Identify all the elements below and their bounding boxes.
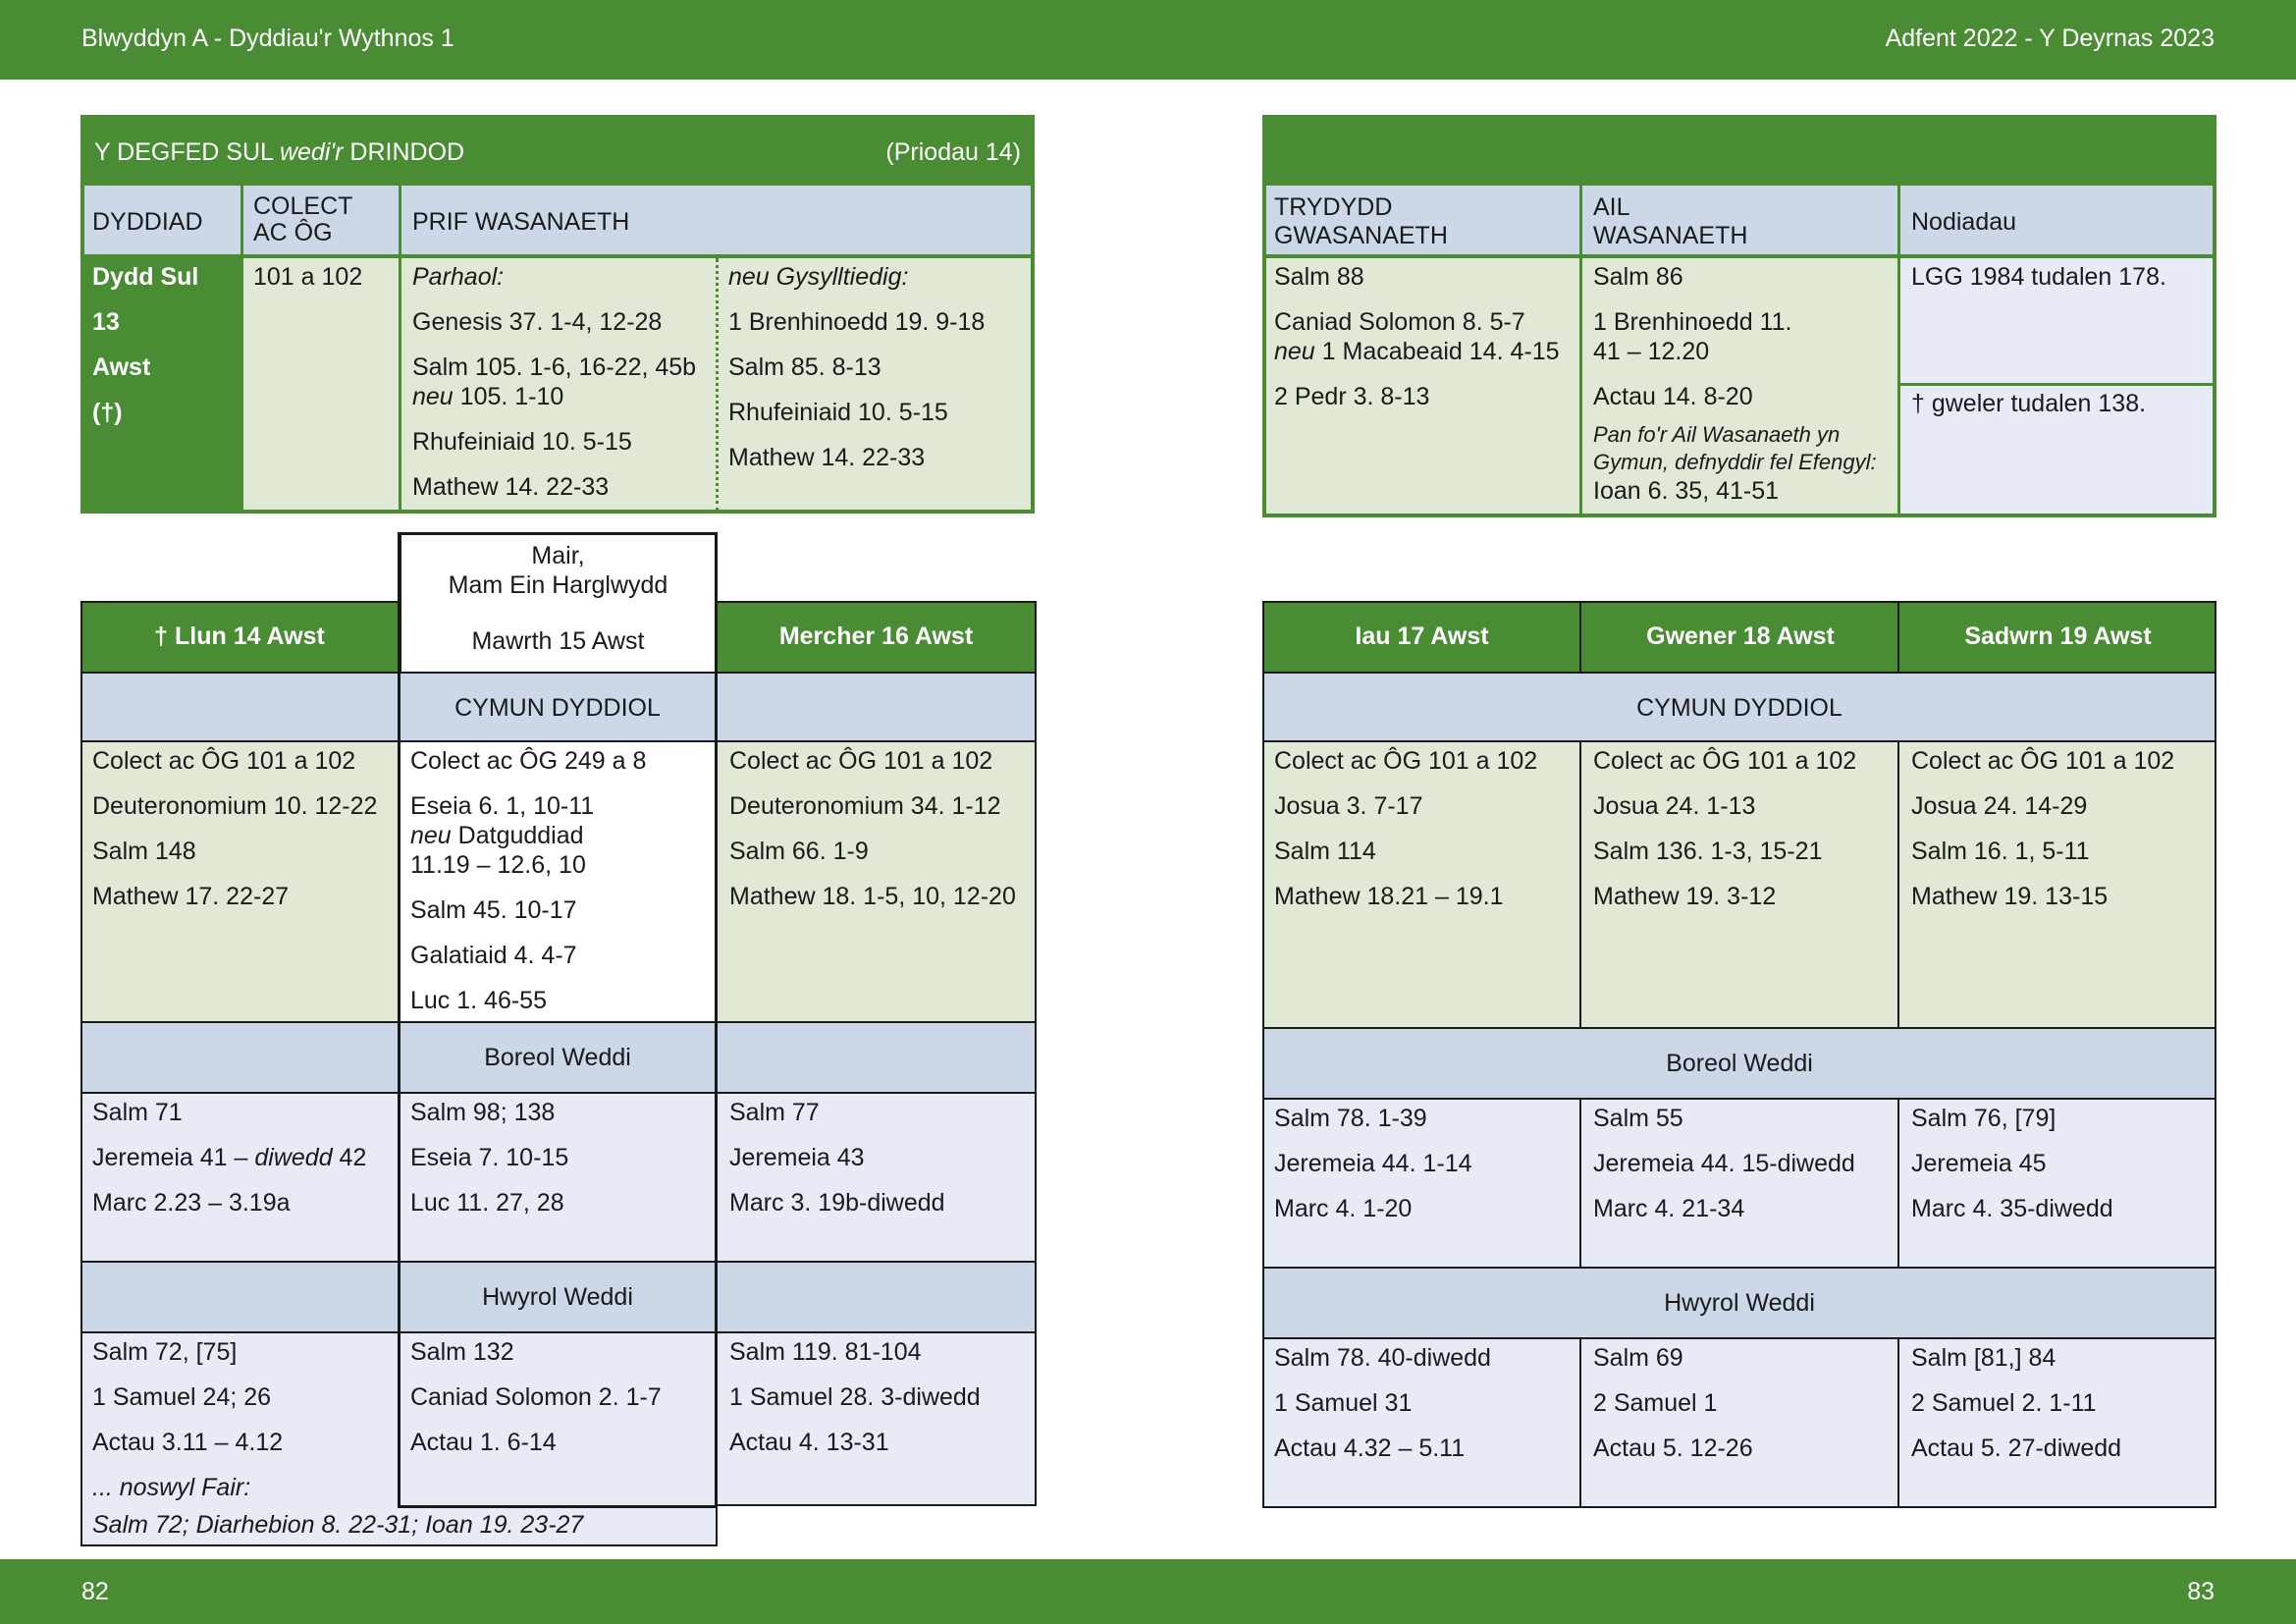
reading: Salm 114	[1274, 838, 1376, 865]
day-saturday: Sadwrn 19 Awst	[1899, 601, 2216, 672]
reading: 1 Samuel 24; 26	[92, 1383, 272, 1411]
reading: Jeremeia 41 –	[92, 1144, 255, 1171]
reading: Salm 132	[410, 1338, 514, 1366]
divider	[1899, 383, 2216, 386]
divider	[1897, 1337, 1899, 1508]
reading: Actau 14. 8-20	[1593, 383, 1753, 410]
reading: Salm 71	[92, 1099, 183, 1126]
divider	[1035, 601, 1037, 1506]
reading: Jeremeia 45	[1911, 1150, 2047, 1177]
reading: Salm 148	[92, 838, 196, 865]
reading: Salm 78. 1-39	[1274, 1105, 1427, 1132]
reading: Luc 1. 46-55	[410, 987, 547, 1014]
reading: Colect ac ÔG 249 a 8	[410, 747, 647, 775]
day-monday: † Llun 14 Awst	[80, 601, 399, 672]
reading: Luc 11. 27, 28	[410, 1189, 564, 1217]
divider	[399, 186, 401, 514]
reading: Marc 3. 19b-diwedd	[729, 1189, 945, 1217]
divider	[1262, 1337, 2216, 1339]
reading: Jeremeia 44. 15-diwedd	[1593, 1150, 1855, 1177]
feast-name: Mam Ein Harglwydd	[448, 571, 668, 599]
reading: 105. 1-10	[453, 383, 564, 410]
collect-number: 101 a 102	[253, 263, 363, 291]
divider	[80, 601, 399, 603]
reading: Salm 76, [79]	[1911, 1105, 2056, 1132]
section-communion: CYMUN DYDDIOL	[80, 672, 1035, 740]
reading: Genesis 37. 1-4, 12-28	[412, 308, 663, 336]
reading: Salm 119. 81-104	[729, 1338, 922, 1366]
reading: Josua 3. 7-17	[1274, 792, 1423, 820]
reading: Colect ac ÔG 101 a 102	[1911, 747, 2175, 775]
col-header-date: DYDDIAD	[80, 186, 241, 256]
reading: Datguddiad	[451, 822, 584, 849]
col-header-main: PRIF WASANAETH	[400, 186, 1035, 256]
day-thursday: Iau 17 Awst	[1262, 601, 1581, 672]
reading: 1 Brenhinoedd 11.	[1593, 308, 1792, 336]
divider	[1897, 740, 1899, 1027]
reading: Mathew 14. 22-33	[728, 444, 926, 471]
reading: Salm 55	[1593, 1105, 1683, 1132]
reading: Colect ac ÔG 101 a 102	[729, 747, 993, 775]
reading: Salm 88	[1274, 263, 1364, 291]
reading: Actau 4. 13-31	[729, 1429, 889, 1456]
sunday-right-border	[1262, 115, 2216, 517]
reading: Josua 24. 14-29	[1911, 792, 2088, 820]
second-service-note: Gymun, defnyddir fel Efengyl:	[1593, 450, 1877, 474]
feast-day-border	[398, 532, 718, 1508]
reading: 1 Macabeaid 14. 4-15	[1314, 338, 1560, 365]
reading: Deuteronomium 10. 12-22	[92, 792, 378, 820]
reading: Salm 86	[1593, 263, 1683, 291]
reading: 1 Samuel 31	[1274, 1389, 1413, 1417]
reading: Deuteronomium 34. 1-12	[729, 792, 1001, 820]
sunday-note: (Priodau 14)	[885, 138, 1021, 166]
reading: Salm 16. 1, 5-11	[1911, 838, 2090, 865]
reading-italic: diwedd	[254, 1144, 333, 1171]
weekday-right-border	[1262, 601, 2216, 1508]
reading: Salm 72, [75]	[92, 1338, 238, 1366]
reading: Jeremeia 44. 1-14	[1274, 1150, 1472, 1177]
neu-word: neu	[1274, 338, 1315, 365]
divider	[1579, 740, 1581, 1027]
reading: Eseia 6. 1, 10-11	[410, 792, 595, 820]
reading: Salm [81,] 84	[1911, 1344, 2056, 1372]
divider	[1897, 1098, 1899, 1267]
reading: 1 Samuel 28. 3-diwedd	[729, 1383, 981, 1411]
reading: Rhufeiniaid 10. 5-15	[728, 399, 948, 426]
reading: 41 – 12.20	[1593, 338, 1710, 365]
eve-label: ... noswyl Fair:	[92, 1474, 251, 1501]
reading: Galatiaid 4. 4-7	[410, 942, 577, 969]
reading: Salm 66. 1-9	[729, 838, 869, 865]
reading: Rhufeiniaid 10. 5-15	[412, 428, 632, 456]
header-line: TRYDYDD	[1274, 193, 1393, 221]
divider	[718, 601, 1035, 603]
reading: Actau 5. 27-diwedd	[1911, 1435, 2122, 1462]
date-line: 13	[92, 308, 120, 336]
divider	[1262, 1098, 2216, 1100]
divider	[240, 186, 243, 514]
reading: Mathew 14. 22-33	[412, 473, 610, 501]
section-evening-right: Hwyrol Weddi	[1262, 1267, 2216, 1337]
neu-word: neu	[410, 822, 452, 849]
reading: Actau 1. 6-14	[410, 1429, 557, 1456]
reading: Marc 4. 21-34	[1593, 1195, 1745, 1222]
reading: Mathew 17. 22-27	[92, 883, 290, 910]
eve-readings	[80, 1506, 718, 1545]
reading: Colect ac ÔG 101 a 102	[1593, 747, 1857, 775]
reading: Actau 5. 12-26	[1593, 1435, 1753, 1462]
divider	[1262, 1267, 2216, 1269]
date-line: (†)	[92, 399, 123, 426]
reading: Salm 98; 138	[410, 1099, 556, 1126]
reading: Mathew 18.21 – 19.1	[1274, 883, 1504, 910]
page-number-right: 83	[2187, 1578, 2215, 1605]
page-footer	[0, 1559, 2296, 1624]
section-morning-right: Boreol Weddi	[1262, 1027, 2216, 1098]
divider	[1897, 601, 1899, 672]
morning-monday	[80, 1092, 399, 1261]
collect-header-line: COLECT	[253, 192, 353, 220]
section-communion-right: CYMUN DYDDIOL	[1262, 672, 2216, 740]
day-tuesday: Mawrth 15 Awst	[471, 627, 645, 655]
date-line: Dydd Sul	[92, 263, 199, 291]
divider	[1897, 186, 1900, 517]
header-line: GWASANAETH	[1274, 222, 1448, 249]
header-line: AIL	[1593, 193, 1630, 221]
divider	[80, 254, 1035, 258]
page-number-left: 82	[81, 1578, 109, 1605]
divider	[1262, 254, 2216, 258]
divider	[80, 1544, 718, 1546]
note-text: LGG 1984 tudalen 178.	[1911, 263, 2166, 291]
divider	[1262, 1027, 2216, 1029]
reading: Colect ac ÔG 101 a 102	[1274, 747, 1538, 775]
dotted-divider	[716, 258, 719, 512]
reading: Jeremeia 43	[729, 1144, 865, 1171]
page-header	[0, 0, 2296, 80]
reading: Salm 85. 8-13	[728, 353, 881, 381]
reading: Salm 105. 1-6, 16-22, 45b	[412, 353, 697, 381]
date-line: Awst	[92, 353, 151, 381]
title-part: Y DEGFED SUL	[94, 138, 280, 166]
reading: Mathew 19. 13-15	[1911, 883, 2109, 910]
reading: Caniad Solomon 8. 5-7	[1274, 308, 1525, 336]
divider	[1579, 1337, 1581, 1508]
title-part: DRINDOD	[343, 138, 465, 166]
evening-wednesday	[718, 1331, 1035, 1506]
morning-wednesday	[718, 1092, 1035, 1261]
reading: 2 Samuel 1	[1593, 1389, 1718, 1417]
reading: Salm 45. 10-17	[410, 896, 577, 924]
reading: Marc 2.23 – 3.19a	[92, 1189, 291, 1217]
feast-name: Mair,	[531, 542, 585, 569]
section-evening: Hwyrol Weddi	[80, 1261, 1035, 1331]
divider	[1579, 186, 1582, 517]
reading: 42	[332, 1144, 367, 1171]
communion-monday	[80, 740, 399, 1021]
header-line: WASANAETH	[1593, 222, 1748, 249]
col-header-notes: Nodiadau	[1899, 186, 2216, 256]
neu-word: neu	[412, 383, 454, 410]
reading: 11.19 – 12.6, 10	[410, 851, 586, 879]
divider	[1579, 1098, 1581, 1267]
reading: Eseia 7. 10-15	[410, 1144, 569, 1171]
note-text: † gweler tudalen 138.	[1911, 390, 2147, 417]
reading: Mathew 18. 1-5, 10, 12-20	[729, 883, 1016, 910]
divider	[1579, 601, 1581, 672]
reading: Mathew 19. 3-12	[1593, 883, 1777, 910]
collect-header-line: AC ÔG	[253, 219, 333, 246]
divider	[80, 601, 82, 1546]
reading: Marc 4. 1-20	[1274, 1195, 1413, 1222]
communion-wednesday	[718, 740, 1035, 1021]
reading: Ioan 6. 35, 41-51	[1593, 477, 1780, 505]
reading: Salm 69	[1593, 1344, 1683, 1372]
related-label: neu Gysylltiedig:	[728, 263, 909, 291]
divider	[1262, 740, 2216, 742]
reading: Actau 4.32 – 5.11	[1274, 1435, 1466, 1462]
sunday-table-border	[80, 115, 1035, 514]
reading: Josua 24. 1-13	[1593, 792, 1756, 820]
divider	[718, 1504, 1037, 1506]
reading: Marc 4. 35-diwedd	[1911, 1195, 2113, 1222]
reading: Salm 77	[729, 1099, 820, 1126]
divider	[1262, 672, 2216, 674]
continuous-label: Parhaol:	[412, 263, 505, 291]
section-morning: Boreol Weddi	[80, 1021, 1035, 1092]
header-right: Adfent 2022 - Y Deyrnas 2023	[1885, 25, 2215, 52]
day-wednesday: Mercher 16 Awst	[718, 601, 1035, 672]
reading: Actau 3.11 – 4.12	[92, 1429, 284, 1456]
reading: Salm 78. 40-diwedd	[1274, 1344, 1491, 1372]
reading: Caniad Solomon 2. 1-7	[410, 1383, 662, 1411]
title-part-italic: wedi'r	[279, 138, 344, 166]
reading: 1 Brenhinoedd 19. 9-18	[728, 308, 986, 336]
reading: 2 Samuel 2. 1-11	[1911, 1389, 2097, 1417]
evening-monday	[80, 1331, 399, 1506]
reading: 2 Pedr 3. 8-13	[1274, 383, 1430, 410]
header-left: Blwyddyn A - Dyddiau'r Wythnos 1	[81, 25, 454, 52]
reading: Salm 136. 1-3, 15-21	[1593, 838, 1823, 865]
eve-readings-text: Salm 72; Diarhebion 8. 22-31; Ioan 19. 23-27	[92, 1511, 584, 1539]
reading: Colect ac ÔG 101 a 102	[92, 747, 356, 775]
second-service-note: Pan fo'r Ail Wasanaeth yn	[1593, 422, 1841, 447]
day-friday: Gwener 18 Awst	[1581, 601, 1899, 672]
